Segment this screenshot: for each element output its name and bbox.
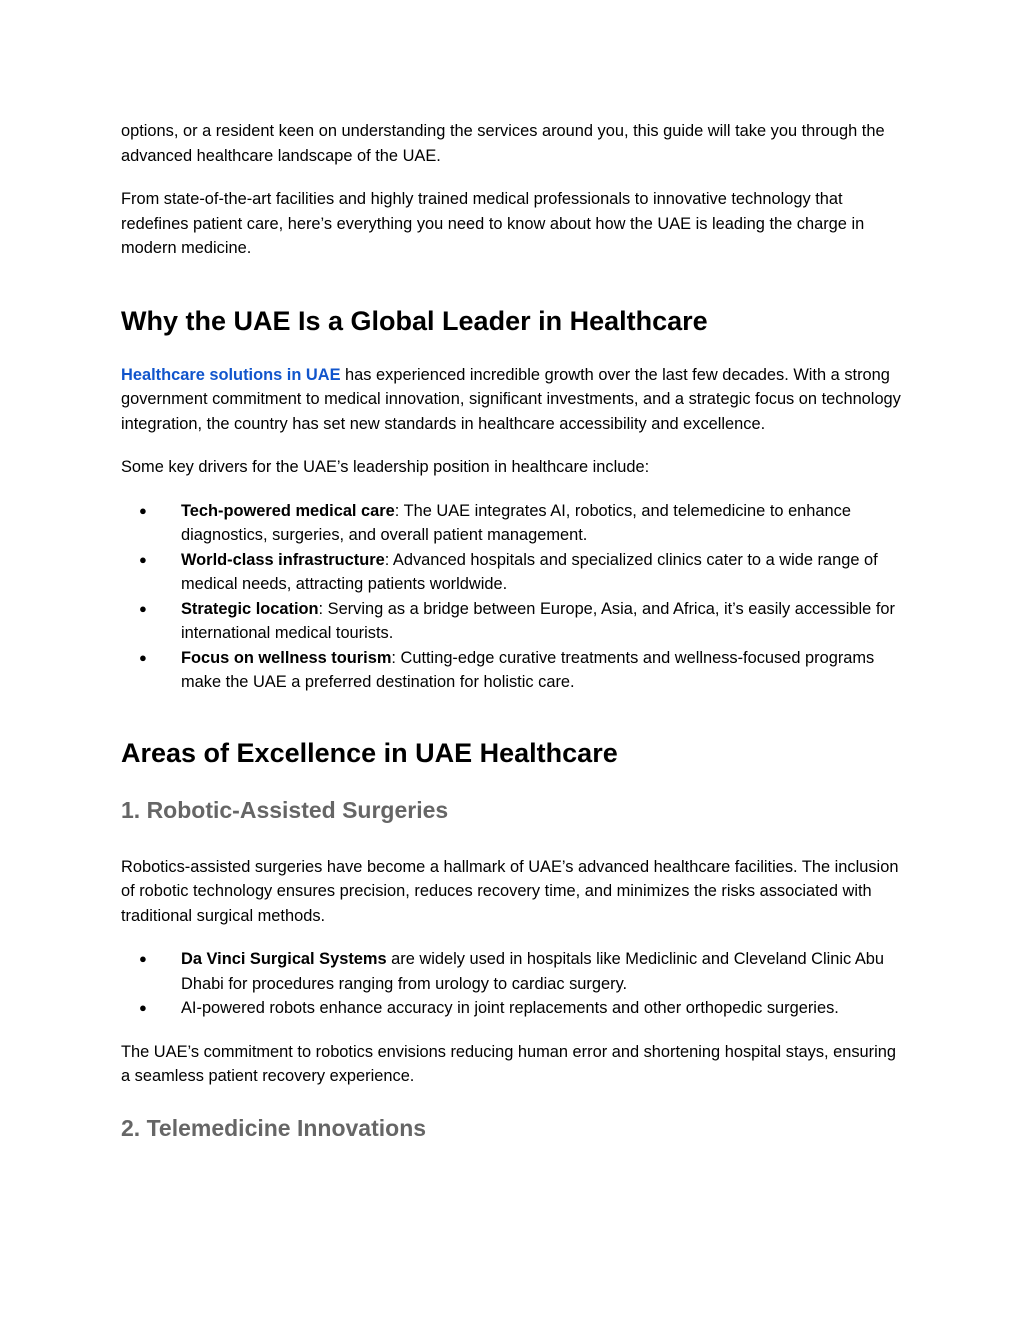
section-heading-global-leader: Why the UAE Is a Global Leader in Healthcare: [121, 305, 708, 336]
list-item-bold: Tech-powered medical care: [181, 501, 395, 520]
list-item: [121, 646, 904, 695]
intro-paragraph-2: From state-of-the-art facilities and highly trained medical professionals to innovative technology that redefines patient care, here’s everything you need to know about how the UAE is leading the charge in modern medicine.: [121, 190, 865, 257]
robotics-paragraph-2: The UAE’s commitment to robotics envisions reducing human error and shortening hospital stays, ensuring a seamless patient recovery experience.: [121, 1042, 896, 1085]
list-item: [121, 597, 904, 646]
subheading-robotic-surgeries: 1. Robotic-Assisted Surgeries: [121, 796, 449, 823]
section1-paragraph-1-text: has experienced incredible growth over the last few decades. With a strong government commitment to medical innovation, significant investments, and a strategic focus on technology integration, the country has set new standards in healthcare accessibility and excellence.: [121, 365, 901, 433]
list-item-bold: World-class infrastructure: [181, 550, 385, 569]
bullet-icon: ●: [139, 951, 147, 966]
list-item: [121, 947, 904, 996]
bullet-icon: ●: [139, 1000, 147, 1015]
list-item-text: : Serving as a bridge between Europe, Asia, and Africa, it’s easily accessible for international medical tourists.: [181, 599, 895, 642]
healthcare-solutions-link[interactable]: Healthcare solutions in UAE: [121, 365, 341, 384]
list-item-bold: Strategic location: [181, 599, 319, 618]
bullet-icon: ●: [139, 600, 147, 616]
bullet-icon: ●: [139, 502, 147, 518]
list-item-text: : Advanced hospitals and specialized clinics cater to a wide range of medical needs, attracting patients worldwide.: [181, 550, 878, 593]
key-drivers-list: [121, 499, 904, 695]
list-item-text: : Cutting-edge curative treatments and wellness-focused programs make the UAE a preferred destination for holistic care.: [181, 648, 875, 691]
list-item-text: are widely used in hospitals like Mediclinic and Cleveland Clinic Abu Dhabi for procedures ranging from urology to cardiac surgery.: [181, 950, 885, 993]
list-item: [121, 996, 904, 1021]
robotics-list: [121, 947, 904, 1021]
list-item-bold: Focus on wellness tourism: [181, 648, 392, 667]
section-heading-areas-of-excellence: Areas of Excellence in UAE Healthcare: [121, 737, 618, 768]
intro-paragraph-1: options, or a resident keen on understanding the services around you, this guide will take you through the advanced healthcare landscape of the UAE.: [121, 122, 885, 165]
list-item-text: : The UAE integrates AI, robotics, and telemedicine to enhance diagnostics, surgeries, and overall patient management.: [181, 501, 851, 544]
list-item: [121, 548, 904, 597]
bullet-icon: ●: [139, 649, 147, 665]
list-item-bold: Da Vinci Surgical Systems: [181, 950, 387, 968]
subheading-telemedicine: 2. Telemedicine Innovations: [121, 1114, 427, 1141]
bullet-icon: ●: [139, 551, 147, 567]
list-item-text: AI-powered robots enhance accuracy in joint replacements and other orthopedic surgeries.: [181, 999, 839, 1017]
section1-paragraph-2: Some key drivers for the UAE’s leadership position in healthcare include:: [121, 458, 650, 476]
section1-paragraph-1: [121, 363, 904, 437]
robotics-paragraph-1: Robotics-assisted surgeries have become a hallmark of UAE’s advanced healthcare facilities. The inclusion of robotic technology ensures precision, reduces recovery time, and minimizes the risks associated with traditional surgical methods.: [121, 857, 899, 925]
list-item: [121, 499, 904, 548]
